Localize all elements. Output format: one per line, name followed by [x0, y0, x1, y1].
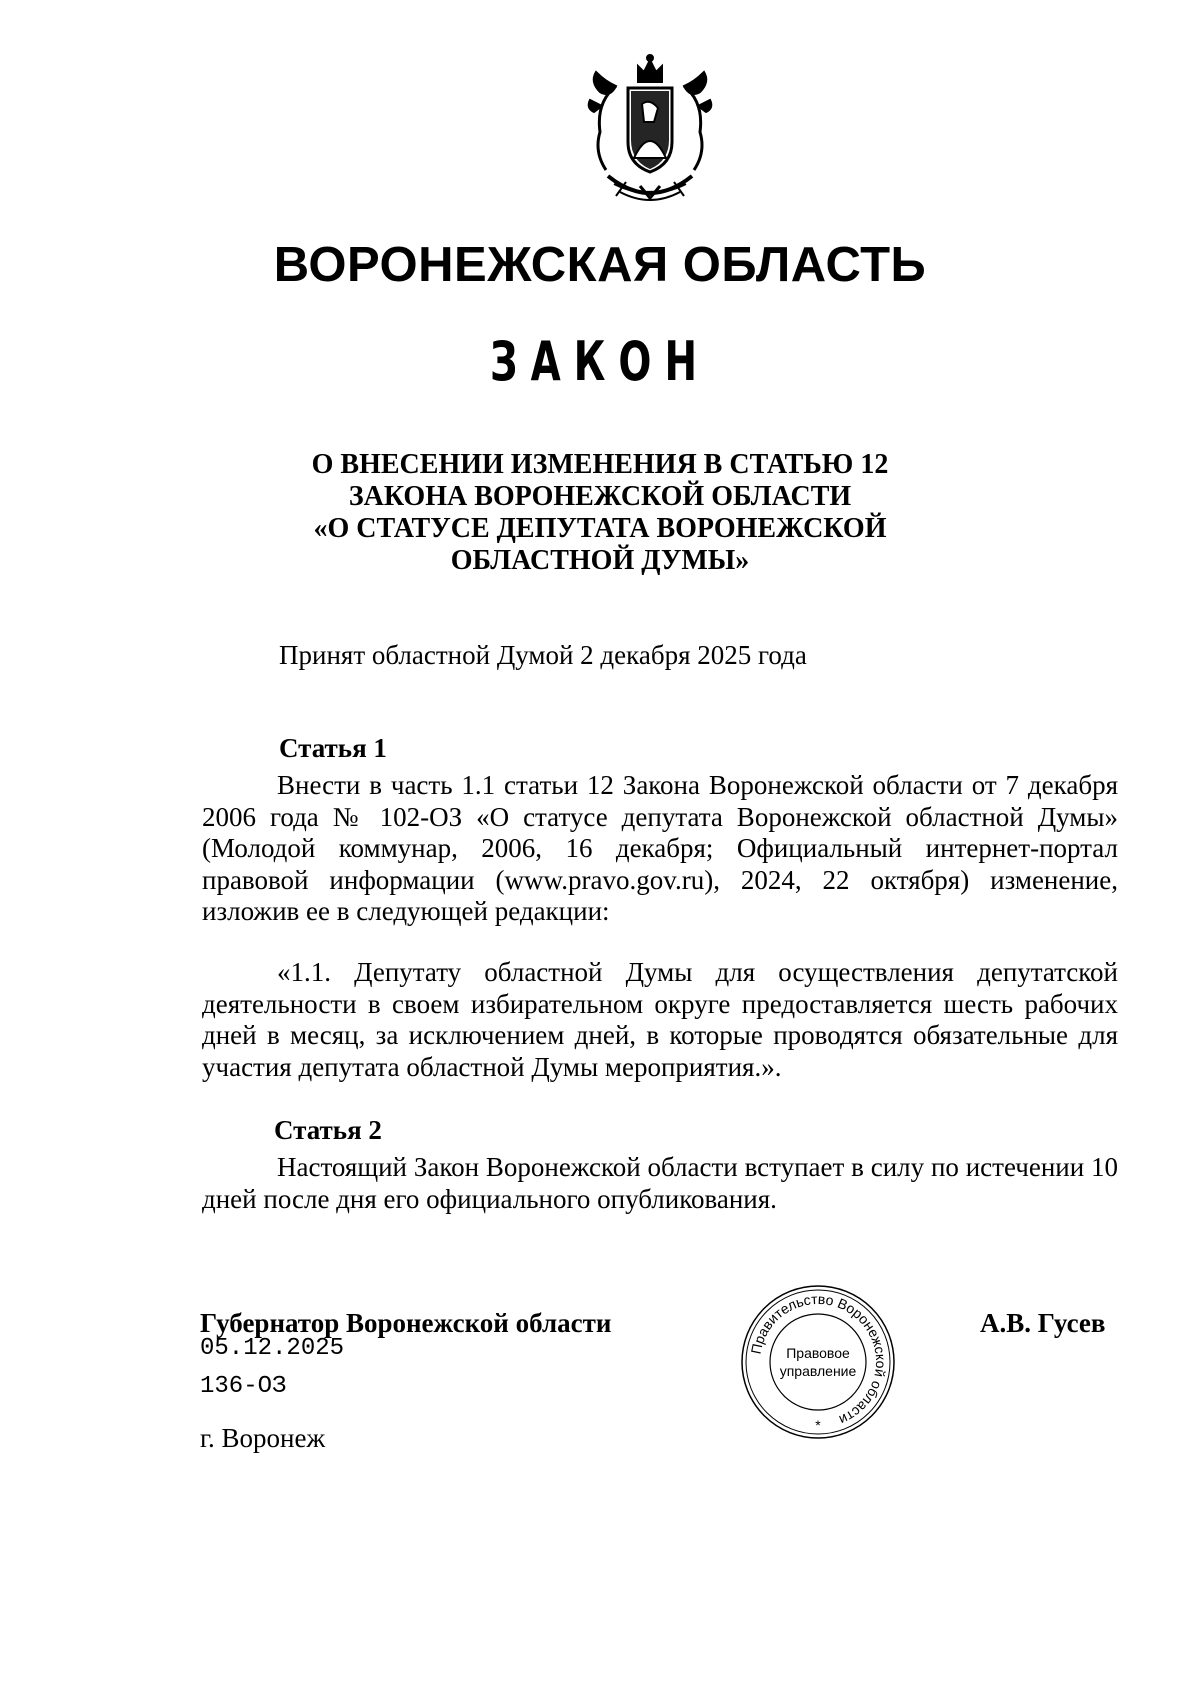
signing-date: 05.12.2025 [200, 1335, 345, 1362]
signing-city: г. Воронеж [200, 1423, 326, 1453]
law-title-line: ОБЛАСТНОЙ ДУМЫ» [450, 545, 750, 576]
article-1-paragraph: Внести в часть 1.1 статьи 12 Закона Воронежской области от 7 декабря 2006 года № 102-ОЗ «О статусе депутата Воронежской областной Думы» (Молодой коммунар, 2006, 16 декабря; Официальный интернет-портал правовой информации (www.pravo.gov.ru), 2024, 22 октября) изменение, изложив ее в следующей редакции: [202, 770, 1118, 926]
law-title-line: «О СТАТУСЕ ДЕПУТАТА ВОРОНЕЖСКОЙ [313, 513, 887, 544]
coat-of-arms-emblem [586, 52, 714, 210]
article-1-quoted-paragraph: «1.1. Депутату областной Думы для осуществления депутатской деятельности в своем избирательном округе предоставляется шесть рабочих дней в месяц, за исключением дней, в которые проводятся обязательные для участия депутата областной Думы мероприятия.». [202, 957, 1118, 1082]
article-1-heading: Статья 1 [279, 733, 387, 763]
law-title-line: ЗАКОНА ВОРОНЕЖСКОЙ ОБЛАСТИ [348, 481, 852, 512]
stamp-star: * [815, 1417, 821, 1433]
stamp-inner-line: Правовое [786, 1345, 850, 1361]
signer-position: Губернатор Воронежской области [200, 1308, 612, 1338]
signer-name: А.В. Гусев [980, 1308, 1106, 1338]
document-type: ЗАКОН [490, 330, 710, 393]
region-title: ВОРОНЕЖСКАЯ ОБЛАСТЬ [273, 238, 927, 292]
official-stamp [738, 1282, 898, 1442]
stamp-ring-text: Правительство Воронежской области [747, 1290, 890, 1429]
adoption-note: Принят областной Думой 2 декабря 2025 года [279, 640, 807, 670]
article-2-heading: Статья 2 [274, 1115, 382, 1145]
stamp-inner-line: управление [779, 1363, 857, 1379]
article-2-paragraph: Настоящий Закон Воронежской области вступает в силу по истечении 10 дней после дня его официального опубликования. [202, 1152, 1118, 1214]
law-title-line: О ВНЕСЕНИИ ИЗМЕНЕНИЯ В СТАТЬЮ 12 [311, 449, 889, 480]
law-title [300, 449, 900, 577]
law-number: 136-ОЗ [200, 1373, 287, 1400]
